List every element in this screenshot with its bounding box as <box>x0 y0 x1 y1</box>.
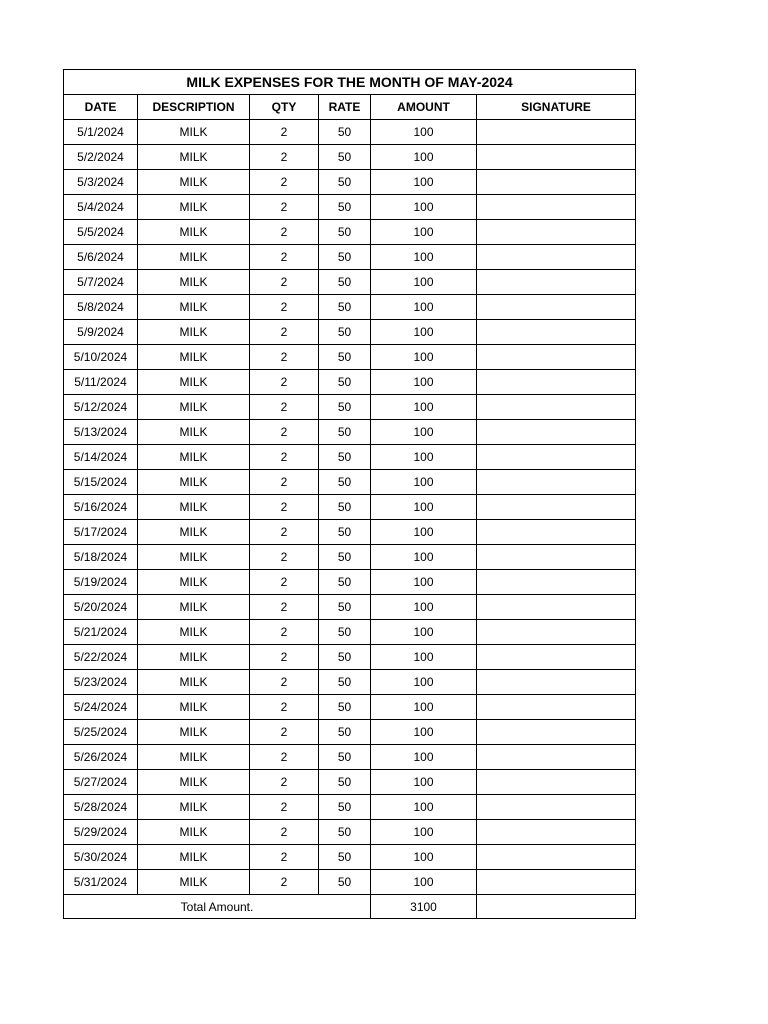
date-cell: 5/11/2024 <box>64 370 138 395</box>
amount-cell: 100 <box>371 645 477 670</box>
rate-cell: 50 <box>319 470 371 495</box>
amount-cell: 100 <box>371 745 477 770</box>
amount-cell: 100 <box>371 870 477 895</box>
qty-cell: 2 <box>250 520 319 545</box>
date-cell: 5/14/2024 <box>64 445 138 470</box>
date-cell: 5/12/2024 <box>64 395 138 420</box>
signature-cell <box>477 770 636 795</box>
date-cell: 5/6/2024 <box>64 245 138 270</box>
signature-cell <box>477 820 636 845</box>
column-header-qty: QTY <box>250 95 319 120</box>
amount-cell: 100 <box>371 670 477 695</box>
date-cell: 5/2/2024 <box>64 145 138 170</box>
amount-cell: 100 <box>371 445 477 470</box>
signature-cell <box>477 345 636 370</box>
qty-cell: 2 <box>250 170 319 195</box>
table-body <box>64 120 636 895</box>
amount-cell: 100 <box>371 395 477 420</box>
date-cell: 5/21/2024 <box>64 620 138 645</box>
qty-cell: 2 <box>250 645 319 670</box>
qty-cell: 2 <box>250 270 319 295</box>
qty-cell: 2 <box>250 620 319 645</box>
signature-cell <box>477 720 636 745</box>
qty-cell: 2 <box>250 720 319 745</box>
amount-cell: 100 <box>371 695 477 720</box>
qty-cell: 2 <box>250 420 319 445</box>
amount-cell: 100 <box>371 820 477 845</box>
date-cell: 5/31/2024 <box>64 870 138 895</box>
date-cell: 5/5/2024 <box>64 220 138 245</box>
date-cell: 5/28/2024 <box>64 795 138 820</box>
column-header-description: DESCRIPTION <box>138 95 250 120</box>
table-row <box>64 195 636 220</box>
rate-cell: 50 <box>319 370 371 395</box>
signature-cell <box>477 795 636 820</box>
description-cell: MILK <box>138 370 250 395</box>
qty-cell: 2 <box>250 320 319 345</box>
signature-cell <box>477 670 636 695</box>
date-cell: 5/9/2024 <box>64 320 138 345</box>
qty-cell: 2 <box>250 795 319 820</box>
description-cell: MILK <box>138 645 250 670</box>
amount-cell: 100 <box>371 520 477 545</box>
column-header-date: DATE <box>64 95 138 120</box>
qty-cell: 2 <box>250 395 319 420</box>
amount-cell: 100 <box>371 145 477 170</box>
date-cell: 5/13/2024 <box>64 420 138 445</box>
amount-cell: 100 <box>371 195 477 220</box>
qty-cell: 2 <box>250 820 319 845</box>
date-cell: 5/15/2024 <box>64 470 138 495</box>
rate-cell: 50 <box>319 645 371 670</box>
signature-cell <box>477 220 636 245</box>
table-row <box>64 845 636 870</box>
rate-cell: 50 <box>319 145 371 170</box>
table-row <box>64 470 636 495</box>
qty-cell: 2 <box>250 345 319 370</box>
rate-cell: 50 <box>319 770 371 795</box>
milk-expenses-table <box>63 69 636 919</box>
signature-cell <box>477 395 636 420</box>
date-cell: 5/18/2024 <box>64 545 138 570</box>
table-row <box>64 295 636 320</box>
amount-cell: 100 <box>371 595 477 620</box>
rate-cell: 50 <box>319 820 371 845</box>
description-cell: MILK <box>138 595 250 620</box>
date-cell: 5/8/2024 <box>64 295 138 320</box>
description-cell: MILK <box>138 795 250 820</box>
rate-cell: 50 <box>319 195 371 220</box>
description-cell: MILK <box>138 570 250 595</box>
qty-cell: 2 <box>250 595 319 620</box>
rate-cell: 50 <box>319 695 371 720</box>
rate-cell: 50 <box>319 320 371 345</box>
column-header-signature: SIGNATURE <box>477 95 636 120</box>
date-cell: 5/26/2024 <box>64 745 138 770</box>
description-cell: MILK <box>138 470 250 495</box>
amount-cell: 100 <box>371 620 477 645</box>
description-cell: MILK <box>138 170 250 195</box>
signature-cell <box>477 695 636 720</box>
qty-cell: 2 <box>250 870 319 895</box>
rate-cell: 50 <box>319 745 371 770</box>
signature-cell <box>477 620 636 645</box>
date-cell: 5/24/2024 <box>64 695 138 720</box>
description-cell: MILK <box>138 745 250 770</box>
signature-cell <box>477 520 636 545</box>
amount-cell: 100 <box>371 770 477 795</box>
amount-cell: 100 <box>371 420 477 445</box>
description-cell: MILK <box>138 320 250 345</box>
table-row <box>64 345 636 370</box>
signature-cell <box>477 370 636 395</box>
table-row <box>64 645 636 670</box>
signature-cell <box>477 195 636 220</box>
amount-cell: 100 <box>371 295 477 320</box>
title-row <box>64 70 636 95</box>
rate-cell: 50 <box>319 595 371 620</box>
table-row <box>64 245 636 270</box>
table-row <box>64 445 636 470</box>
qty-cell: 2 <box>250 470 319 495</box>
description-cell: MILK <box>138 495 250 520</box>
rate-cell: 50 <box>319 270 371 295</box>
rate-cell: 50 <box>319 345 371 370</box>
date-cell: 5/30/2024 <box>64 845 138 870</box>
table-row <box>64 145 636 170</box>
date-cell: 5/1/2024 <box>64 120 138 145</box>
amount-cell: 100 <box>371 245 477 270</box>
table-row <box>64 370 636 395</box>
amount-cell: 100 <box>371 720 477 745</box>
description-cell: MILK <box>138 420 250 445</box>
description-cell: MILK <box>138 245 250 270</box>
signature-cell <box>477 570 636 595</box>
table-row <box>64 595 636 620</box>
date-cell: 5/17/2024 <box>64 520 138 545</box>
date-cell: 5/10/2024 <box>64 345 138 370</box>
table-row <box>64 420 636 445</box>
table-row <box>64 870 636 895</box>
rate-cell: 50 <box>319 120 371 145</box>
signature-cell <box>477 745 636 770</box>
description-cell: MILK <box>138 770 250 795</box>
signature-cell <box>477 120 636 145</box>
table-row <box>64 520 636 545</box>
total-amount: 3100 <box>371 895 477 919</box>
table-row <box>64 545 636 570</box>
description-cell: MILK <box>138 845 250 870</box>
signature-cell <box>477 445 636 470</box>
date-cell: 5/27/2024 <box>64 770 138 795</box>
description-cell: MILK <box>138 145 250 170</box>
date-cell: 5/7/2024 <box>64 270 138 295</box>
column-header-amount: AMOUNT <box>371 95 477 120</box>
description-cell: MILK <box>138 670 250 695</box>
table-row <box>64 495 636 520</box>
table-row <box>64 795 636 820</box>
qty-cell: 2 <box>250 195 319 220</box>
description-cell: MILK <box>138 345 250 370</box>
signature-cell <box>477 245 636 270</box>
amount-cell: 100 <box>371 220 477 245</box>
date-cell: 5/29/2024 <box>64 820 138 845</box>
column-header-rate: RATE <box>319 95 371 120</box>
date-cell: 5/23/2024 <box>64 670 138 695</box>
amount-cell: 100 <box>371 120 477 145</box>
signature-cell <box>477 545 636 570</box>
table-row <box>64 620 636 645</box>
description-cell: MILK <box>138 295 250 320</box>
rate-cell: 50 <box>319 445 371 470</box>
description-cell: MILK <box>138 520 250 545</box>
description-cell: MILK <box>138 545 250 570</box>
rate-cell: 50 <box>319 670 371 695</box>
description-cell: MILK <box>138 620 250 645</box>
amount-cell: 100 <box>371 795 477 820</box>
qty-cell: 2 <box>250 370 319 395</box>
qty-cell: 2 <box>250 445 319 470</box>
rate-cell: 50 <box>319 845 371 870</box>
description-cell: MILK <box>138 395 250 420</box>
rate-cell: 50 <box>319 620 371 645</box>
signature-cell <box>477 295 636 320</box>
qty-cell: 2 <box>250 695 319 720</box>
date-cell: 5/4/2024 <box>64 195 138 220</box>
rate-cell: 50 <box>319 245 371 270</box>
signature-cell <box>477 595 636 620</box>
signature-cell <box>477 470 636 495</box>
header-row <box>64 95 636 120</box>
signature-cell <box>477 420 636 445</box>
qty-cell: 2 <box>250 120 319 145</box>
signature-cell <box>477 870 636 895</box>
rate-cell: 50 <box>319 795 371 820</box>
rate-cell: 50 <box>319 720 371 745</box>
total-label: Total Amount. <box>64 895 371 919</box>
signature-cell <box>477 270 636 295</box>
rate-cell: 50 <box>319 495 371 520</box>
total-row <box>64 895 636 919</box>
description-cell: MILK <box>138 220 250 245</box>
amount-cell: 100 <box>371 845 477 870</box>
date-cell: 5/22/2024 <box>64 645 138 670</box>
total-signature-cell <box>477 895 636 919</box>
rate-cell: 50 <box>319 420 371 445</box>
qty-cell: 2 <box>250 245 319 270</box>
rate-cell: 50 <box>319 570 371 595</box>
description-cell: MILK <box>138 695 250 720</box>
amount-cell: 100 <box>371 370 477 395</box>
table-row <box>64 570 636 595</box>
table-row <box>64 720 636 745</box>
table-row <box>64 745 636 770</box>
signature-cell <box>477 170 636 195</box>
description-cell: MILK <box>138 820 250 845</box>
table-row <box>64 695 636 720</box>
signature-cell <box>477 845 636 870</box>
table-row <box>64 320 636 345</box>
qty-cell: 2 <box>250 545 319 570</box>
date-cell: 5/20/2024 <box>64 595 138 620</box>
qty-cell: 2 <box>250 220 319 245</box>
rate-cell: 50 <box>319 295 371 320</box>
description-cell: MILK <box>138 120 250 145</box>
description-cell: MILK <box>138 195 250 220</box>
qty-cell: 2 <box>250 845 319 870</box>
qty-cell: 2 <box>250 770 319 795</box>
description-cell: MILK <box>138 870 250 895</box>
amount-cell: 100 <box>371 470 477 495</box>
table-row <box>64 395 636 420</box>
amount-cell: 100 <box>371 320 477 345</box>
table-row <box>64 120 636 145</box>
amount-cell: 100 <box>371 170 477 195</box>
amount-cell: 100 <box>371 345 477 370</box>
qty-cell: 2 <box>250 670 319 695</box>
rate-cell: 50 <box>319 220 371 245</box>
table-row <box>64 770 636 795</box>
rate-cell: 50 <box>319 545 371 570</box>
table-row <box>64 670 636 695</box>
qty-cell: 2 <box>250 145 319 170</box>
date-cell: 5/3/2024 <box>64 170 138 195</box>
signature-cell <box>477 495 636 520</box>
rate-cell: 50 <box>319 870 371 895</box>
description-cell: MILK <box>138 270 250 295</box>
amount-cell: 100 <box>371 270 477 295</box>
qty-cell: 2 <box>250 570 319 595</box>
signature-cell <box>477 320 636 345</box>
rate-cell: 50 <box>319 520 371 545</box>
table-row <box>64 170 636 195</box>
description-cell: MILK <box>138 445 250 470</box>
date-cell: 5/25/2024 <box>64 720 138 745</box>
rate-cell: 50 <box>319 170 371 195</box>
table-row <box>64 820 636 845</box>
date-cell: 5/19/2024 <box>64 570 138 595</box>
rate-cell: 50 <box>319 395 371 420</box>
amount-cell: 100 <box>371 545 477 570</box>
amount-cell: 100 <box>371 495 477 520</box>
table-title: MILK EXPENSES FOR THE MONTH OF MAY-2024 <box>64 70 636 95</box>
qty-cell: 2 <box>250 495 319 520</box>
date-cell: 5/16/2024 <box>64 495 138 520</box>
signature-cell <box>477 645 636 670</box>
table-row <box>64 220 636 245</box>
signature-cell <box>477 145 636 170</box>
amount-cell: 100 <box>371 570 477 595</box>
table-row <box>64 270 636 295</box>
qty-cell: 2 <box>250 745 319 770</box>
description-cell: MILK <box>138 720 250 745</box>
qty-cell: 2 <box>250 295 319 320</box>
